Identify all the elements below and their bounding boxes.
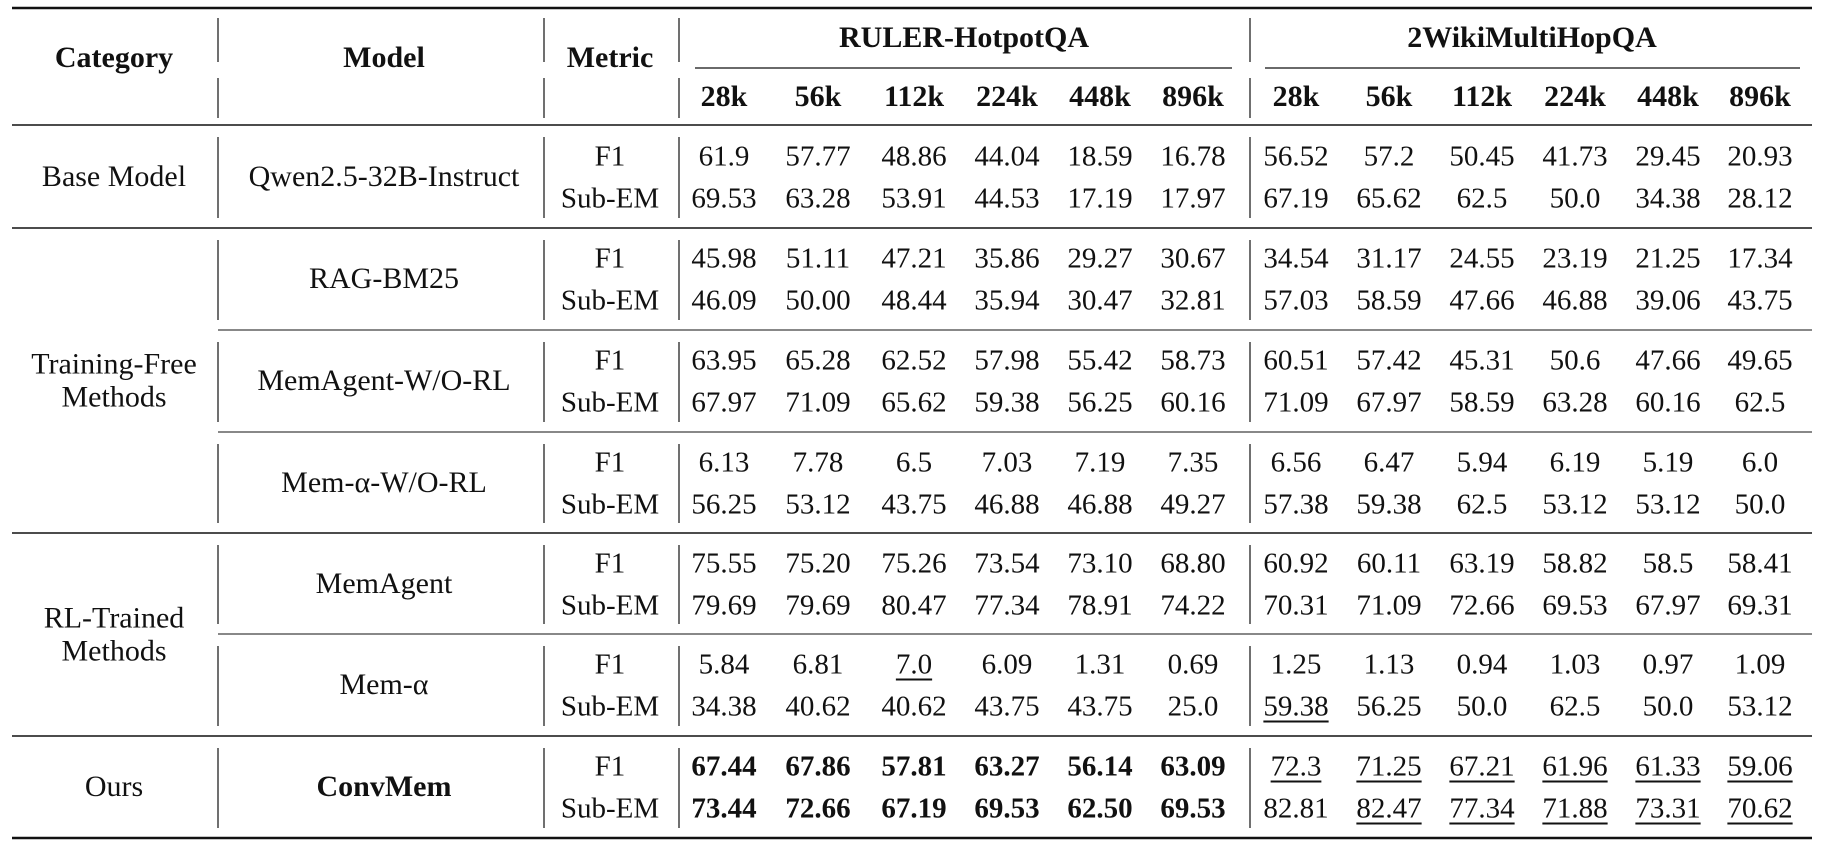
table-cell: 7.35: [1167, 446, 1219, 478]
table-cell: 48.86: [881, 140, 947, 172]
metric-label: F1: [594, 140, 626, 172]
table-cell: 62.5: [1549, 690, 1601, 723]
table-cell: 24.55: [1449, 242, 1515, 275]
table-cell: 6.47: [1363, 446, 1415, 478]
header-length: 896k: [1729, 80, 1791, 113]
table-cell: 16.78: [1160, 140, 1226, 172]
table-cell: 63.28: [1542, 386, 1608, 419]
table-cell: 67.97: [1356, 386, 1422, 419]
table-cell: 49.65: [1727, 344, 1793, 377]
table-cell: 79.69: [691, 589, 757, 621]
table-cell: 51.11: [785, 242, 851, 275]
table-cell: 53.12: [1635, 488, 1701, 520]
table-cell: 48.44: [881, 284, 947, 317]
table-cell: 46.88: [1067, 488, 1133, 520]
metric-label: Sub-EM: [560, 792, 660, 825]
table-cell: 18.59: [1067, 140, 1133, 172]
table-cell: 6.13: [698, 446, 750, 478]
table-cell: 82.81: [1263, 792, 1329, 825]
table-cell: 71.09: [785, 386, 851, 419]
table-cell: 46.88: [974, 488, 1040, 520]
table-cell: 23.19: [1542, 242, 1608, 275]
table-cell: 47.21: [881, 242, 947, 275]
metric-label: Sub-EM: [560, 589, 660, 621]
metric-label: Sub-EM: [560, 284, 660, 317]
table-cell: 7.0: [895, 648, 933, 681]
table-cell: 47.66: [1635, 344, 1701, 377]
table-cell: 7.19: [1074, 446, 1126, 478]
table-cell: 59.06: [1727, 750, 1793, 783]
table-cell: 67.97: [691, 386, 757, 419]
table-cell: 34.54: [1263, 242, 1329, 275]
table-cell: 63.19: [1449, 547, 1515, 579]
table-cell: 50.0: [1549, 182, 1601, 214]
table-cell: 71.88: [1542, 792, 1608, 825]
metric-label: Sub-EM: [560, 488, 660, 520]
table-cell: 47.66: [1449, 284, 1515, 317]
header-length: 112k: [1451, 80, 1513, 113]
table-cell: 60.92: [1263, 547, 1329, 579]
table-cell: 45.31: [1449, 344, 1515, 377]
metric-label: Sub-EM: [560, 182, 660, 214]
table-cell: 59.38: [974, 386, 1040, 419]
table-cell: 56.25: [1356, 690, 1422, 723]
table-cell: 65.62: [1356, 182, 1422, 214]
table-cell: 46.09: [691, 284, 757, 317]
table-cell: 62.5: [1456, 182, 1508, 214]
table-cell: 7.03: [981, 446, 1033, 478]
table-cell: 61.9: [698, 140, 750, 172]
table-cell: 44.53: [974, 182, 1040, 214]
table-cell: 53.12: [1727, 690, 1793, 723]
table-cell: 50.00: [785, 284, 851, 317]
header-length: 448k: [1069, 80, 1131, 113]
table-cell: 70.31: [1263, 589, 1329, 621]
header-length: 28k: [700, 80, 748, 113]
table-cell: 43.75: [974, 690, 1040, 723]
table-cell: 69.31: [1727, 589, 1793, 621]
model-name: Mem-α: [339, 668, 429, 701]
table-cell: 34.38: [1635, 182, 1701, 214]
table-cell: 62.5: [1734, 386, 1786, 419]
table-cell: 67.19: [1263, 182, 1329, 214]
table-cell: 71.25: [1356, 750, 1422, 783]
header-length: 448k: [1637, 80, 1699, 113]
table-cell: 45.98: [691, 242, 757, 275]
table-cell: 63.95: [691, 344, 757, 377]
table-cell: 35.94: [974, 284, 1040, 317]
table-cell: 63.27: [974, 750, 1040, 783]
table-cell: 70.62: [1727, 792, 1793, 825]
table-cell: 63.28: [785, 182, 851, 214]
table-cell: 56.25: [1067, 386, 1133, 419]
table-cell: 5.19: [1642, 446, 1694, 478]
table-cell: 17.19: [1067, 182, 1133, 214]
table-cell: 5.94: [1456, 446, 1508, 478]
header-group-2wikimultihopqa: 2WikiMultiHopQA: [1407, 21, 1657, 54]
table-cell: 1.31: [1074, 648, 1126, 681]
table-cell: 69.53: [1160, 792, 1226, 825]
header-length: 896k: [1162, 80, 1224, 113]
table-cell: 56.25: [691, 488, 757, 520]
table-cell: 57.03: [1263, 284, 1329, 317]
table-cell: 58.59: [1449, 386, 1515, 419]
header-length: 28k: [1272, 80, 1320, 113]
table-cell: 34.38: [691, 690, 757, 723]
category-label: RL-Trained Methods: [43, 600, 185, 668]
header-category: Category: [54, 41, 174, 74]
category-label: Ours: [84, 770, 144, 804]
table-cell: 73.44: [691, 792, 757, 825]
table-cell: 62.52: [881, 344, 947, 377]
table-cell: 0.69: [1167, 648, 1219, 681]
table-cell: 29.45: [1635, 140, 1701, 172]
table-cell: 57.77: [785, 140, 851, 172]
table-cell: 67.19: [881, 792, 947, 825]
table-cell: 6.19: [1549, 446, 1601, 478]
table-cell: 67.97: [1635, 589, 1701, 621]
model-name: Qwen2.5-32B-Instruct: [248, 159, 520, 193]
table-cell: 1.09: [1734, 648, 1786, 681]
table-cell: 17.34: [1727, 242, 1793, 275]
table-cell: 68.80: [1160, 547, 1226, 579]
table-cell: 69.53: [974, 792, 1040, 825]
table-cell: 79.69: [785, 589, 851, 621]
table-cell: 60.16: [1635, 386, 1701, 419]
header-metric: Metric: [566, 41, 654, 74]
table-cell: 56.52: [1263, 140, 1329, 172]
table-cell: 80.47: [881, 589, 947, 621]
table-cell: 58.73: [1160, 344, 1226, 377]
table-cell: 1.25: [1270, 648, 1322, 681]
header-length: 224k: [1544, 80, 1606, 113]
table-cell: 6.81: [792, 648, 844, 681]
table-cell: 6.0: [1741, 446, 1779, 478]
table-cell: 0.97: [1642, 648, 1694, 681]
table-cell: 59.38: [1356, 488, 1422, 520]
table-cell: 67.86: [785, 750, 851, 783]
table-cell: 72.66: [1449, 589, 1515, 621]
metric-label: Sub-EM: [560, 386, 660, 419]
table-cell: 46.88: [1542, 284, 1608, 317]
header-length: 56k: [1365, 80, 1413, 113]
table-cell: 60.51: [1263, 344, 1329, 377]
table-cell: 43.75: [1727, 284, 1793, 317]
table-cell: 6.09: [981, 648, 1033, 681]
table-cell: 72.66: [785, 792, 851, 825]
table-cell: 69.53: [1542, 589, 1608, 621]
table-cell: 75.26: [881, 547, 947, 579]
table-cell: 50.6: [1549, 344, 1601, 377]
metric-label: F1: [594, 446, 626, 478]
table-cell: 60.11: [1356, 547, 1422, 579]
header-length: 224k: [976, 80, 1038, 113]
table-cell: 29.27: [1067, 242, 1133, 275]
header-length: 112k: [883, 80, 945, 113]
table-cell: 78.91: [1067, 589, 1133, 621]
table-cell: 65.28: [785, 344, 851, 377]
table-cell: 58.41: [1727, 547, 1793, 579]
table-cell: 73.31: [1635, 792, 1701, 825]
table-cell: 28.12: [1727, 182, 1793, 214]
table-cell: 35.86: [974, 242, 1040, 275]
table-cell: 21.25: [1635, 242, 1701, 275]
table-cell: 50.0: [1734, 488, 1786, 520]
table-cell: 0.94: [1456, 648, 1508, 681]
table-cell: 40.62: [881, 690, 947, 723]
table-cell: 6.5: [895, 446, 933, 478]
table-cell: 57.2: [1363, 140, 1415, 172]
table-cell: 77.34: [1449, 792, 1515, 825]
table-cell: 57.42: [1356, 344, 1422, 377]
table-cell: 63.09: [1160, 750, 1226, 783]
metric-label: Sub-EM: [560, 690, 660, 723]
table-cell: 53.12: [785, 488, 851, 520]
table-cell: 43.75: [881, 488, 947, 520]
table-cell: 75.55: [691, 547, 757, 579]
table-cell: 50.0: [1456, 690, 1508, 723]
model-name: ConvMem: [316, 770, 452, 803]
table-cell: 50.0: [1642, 690, 1694, 723]
model-name: Mem-α-W/O-RL: [281, 465, 487, 499]
table-cell: 44.04: [974, 140, 1040, 172]
metric-label: F1: [594, 547, 626, 579]
table-cell: 73.10: [1067, 547, 1133, 579]
category-label: Base Model: [41, 159, 187, 193]
table-cell: 71.09: [1356, 589, 1422, 621]
table-cell: 72.3: [1270, 750, 1322, 783]
table-cell: 60.16: [1160, 386, 1226, 419]
table-cell: 6.56: [1270, 446, 1322, 478]
table-cell: 49.27: [1160, 488, 1226, 520]
table-cell: 61.33: [1635, 750, 1701, 783]
table-cell: 20.93: [1727, 140, 1793, 172]
table-cell: 65.62: [881, 386, 947, 419]
table-cell: 1.03: [1549, 648, 1601, 681]
table-cell: 30.47: [1067, 284, 1133, 317]
table-cell: 58.5: [1642, 547, 1694, 579]
table-cell: 53.91: [881, 182, 947, 214]
header-length: 56k: [794, 80, 842, 113]
table-cell: 5.84: [698, 648, 750, 681]
table-cell: 69.53: [691, 182, 757, 214]
table-cell: 31.17: [1356, 242, 1422, 275]
table-cell: 43.75: [1067, 690, 1133, 723]
header-group-ruler-hotpotqa: RULER-HotpotQA: [838, 21, 1090, 54]
table-cell: 41.73: [1542, 140, 1608, 172]
table-cell: 57.38: [1263, 488, 1329, 520]
table-cell: 59.38: [1263, 690, 1329, 723]
table-cell: 67.44: [691, 750, 757, 783]
table-cell: 55.42: [1067, 344, 1133, 377]
metric-label: F1: [594, 648, 626, 681]
category-label: Training-Free Methods: [31, 346, 197, 414]
table-cell: 40.62: [785, 690, 851, 723]
table-cell: 30.67: [1160, 242, 1226, 275]
metric-label: F1: [594, 242, 626, 275]
metric-label: F1: [594, 344, 626, 377]
table-cell: 1.13: [1363, 648, 1415, 681]
table-cell: 74.22: [1160, 589, 1226, 621]
table-cell: 62.50: [1067, 792, 1133, 825]
table-cell: 32.81: [1160, 284, 1226, 317]
table-cell: 62.5: [1456, 488, 1508, 520]
table-cell: 25.0: [1167, 690, 1219, 723]
model-name: RAG-BM25: [308, 262, 460, 295]
table-cell: 67.21: [1449, 750, 1515, 783]
header-model: Model: [343, 41, 425, 74]
table-cell: 73.54: [974, 547, 1040, 579]
table-cell: 77.34: [974, 589, 1040, 621]
model-name: MemAgent-W/O-RL: [257, 364, 511, 397]
table-cell: 56.14: [1067, 750, 1133, 783]
metric-label: F1: [594, 750, 626, 783]
table-cell: 58.82: [1542, 547, 1608, 579]
table-cell: 57.81: [881, 750, 947, 783]
table-cell: 58.59: [1356, 284, 1422, 317]
table-cell: 71.09: [1263, 386, 1329, 419]
table-cell: 61.96: [1542, 750, 1608, 783]
table-cell: 17.97: [1160, 182, 1226, 214]
table-cell: 50.45: [1449, 140, 1515, 172]
table-cell: 7.78: [792, 446, 844, 478]
table-cell: 75.20: [785, 547, 851, 579]
table-cell: 82.47: [1356, 792, 1422, 825]
table-cell: 39.06: [1635, 284, 1701, 317]
table-cell: 53.12: [1542, 488, 1608, 520]
table-cell: 57.98: [974, 344, 1040, 377]
model-name: MemAgent: [315, 566, 453, 600]
